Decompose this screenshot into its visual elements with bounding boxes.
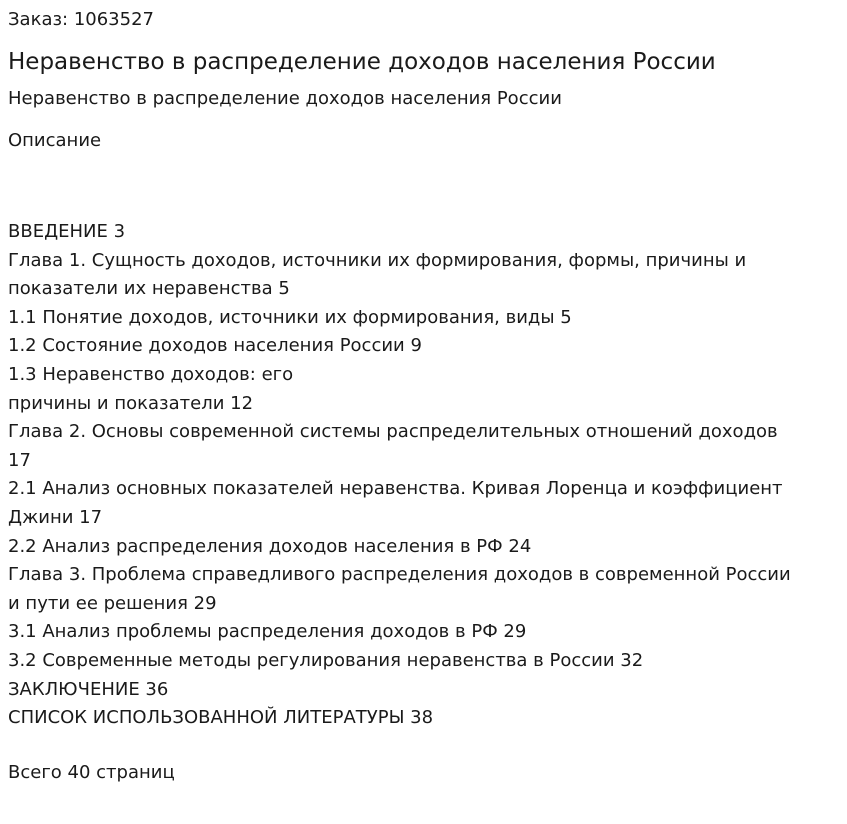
toc-line: показатели их неравенства 5 (8, 278, 290, 300)
toc-line: СПИСОК ИСПОЛЬЗОВАННОЙ ЛИТЕРАТУРЫ 38 (8, 707, 434, 729)
order-number: Заказ: 1063527 (8, 9, 154, 30)
toc-line: Глава 1. Сущность доходов, источники их формирования, формы, причины и (8, 249, 747, 271)
toc-line: 2.1 Анализ основных показателей неравенства. Кривая Лоренца и коэффициент (8, 478, 783, 500)
page-title: Неравенство в распределение доходов населения России (8, 49, 716, 75)
description-heading: Описание (8, 130, 102, 151)
toc-line: Глава 2. Основы современной системы распределительных отношений доходов (8, 421, 778, 443)
total-pages: Всего 40 страниц (8, 762, 175, 783)
toc-line: причины и показатели 12 (8, 392, 254, 414)
toc-line: 3.1 Анализ проблемы распределения доходов в РФ 29 (8, 621, 527, 643)
document-subtitle: Неравенство в распределение доходов населения России (8, 88, 562, 109)
toc-line: ЗАКЛЮЧЕНИЕ 36 (8, 678, 169, 700)
toc-line: 3.2 Современные методы регулирования неравенства в России 32 (8, 649, 644, 671)
toc-line: Джини 17 (8, 506, 103, 528)
table-of-contents (8, 218, 840, 733)
toc-line: и пути ее решения 29 (8, 592, 217, 614)
toc-line: Глава 3. Проблема справедливого распределения доходов в современной России (8, 564, 791, 586)
toc-line: ВВЕДЕНИЕ 3 (8, 221, 126, 242)
toc-line: 2.2 Анализ распределения доходов населения в РФ 24 (8, 535, 532, 557)
toc-line: 1.2 Состояние доходов населения России 9 (8, 335, 422, 357)
toc-line: 1.3 Неравенство доходов: его (8, 363, 294, 385)
toc-line: 17 (8, 449, 31, 471)
toc-line: 1.1 Понятие доходов, источники их формирования, виды 5 (8, 306, 572, 328)
